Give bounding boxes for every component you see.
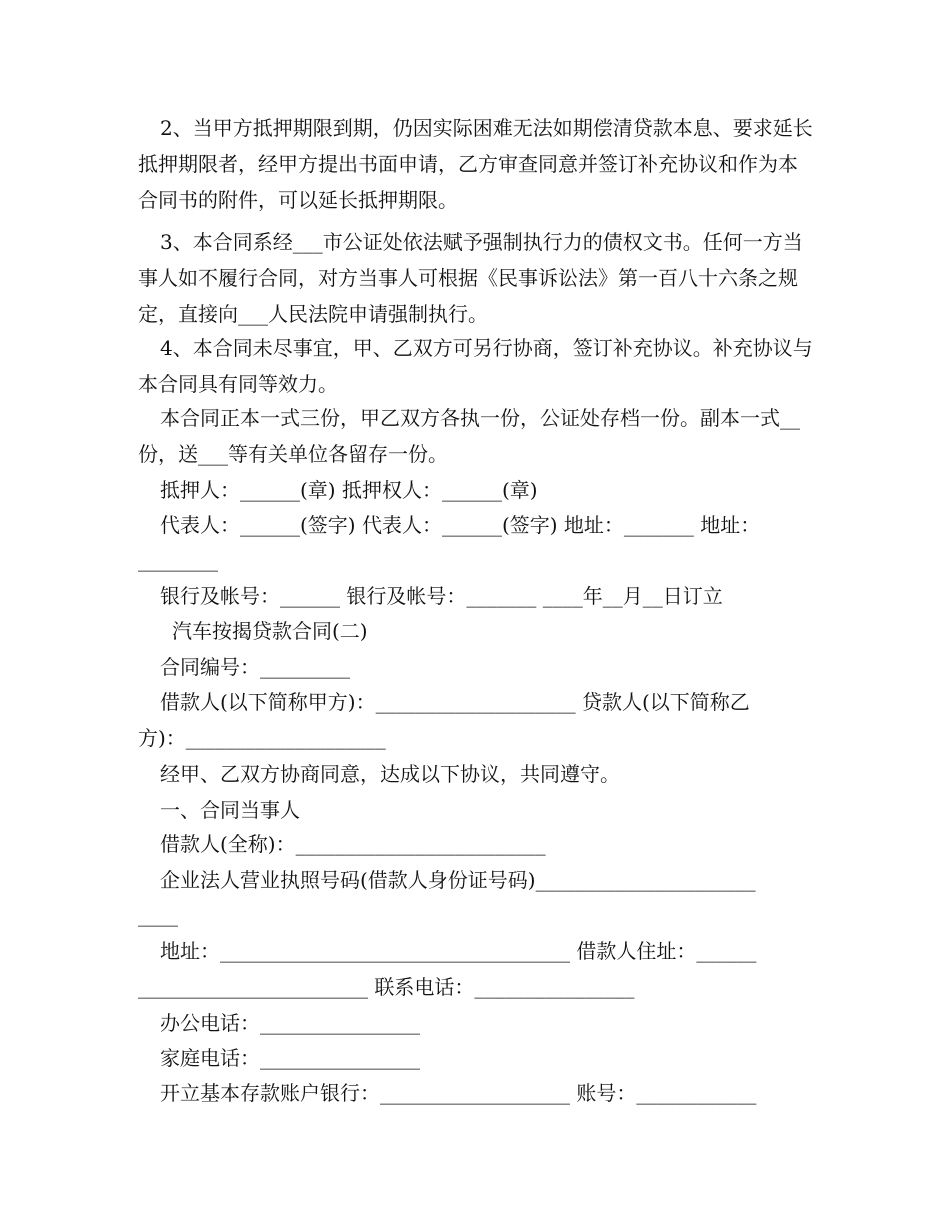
section-parties: 一、合同当事人 bbox=[160, 798, 300, 822]
agreement-statement: 经甲、乙双方协商同意，达成以下协议，共同遵守。 bbox=[160, 762, 620, 786]
address-line: 地址：___________________________________ 借款人住址：______ bbox=[160, 939, 757, 963]
bank-account-date-line: 银行及帐号：______ 银行及帐号：_______ ____年__月__日订立 bbox=[160, 584, 723, 608]
borrower-full-name: 借款人(全称)：_________________________ bbox=[160, 832, 546, 856]
license-number-cont: ____ bbox=[138, 903, 178, 927]
representative-line: 代表人：______(签字) 代表人：______(签字) 地址：_______ 地址： bbox=[160, 513, 761, 537]
clause-3: 3、本合同系经___市公证处依法赋予强制执行力的债权文书。任何一方当事人如不履行合同，对方当事人可根据《民事诉讼法》第一百八十六条之规定，直接向___人民法院申请强制执行。 bbox=[138, 230, 803, 326]
license-number: 企业法人营业执照号码(借款人身份证号码)______________________ bbox=[160, 868, 756, 892]
copies-clause: 本合同正本一式三份，甲乙双方各执一份，公证处存档一份。副本一式__份，送___等有关单位各留存一份。 bbox=[138, 406, 800, 466]
representative-line-cont: ________ bbox=[138, 548, 218, 572]
home-phone: 家庭电话：________________ bbox=[160, 1046, 420, 1070]
clause-2: 2、当甲方抵押期限到期，仍因实际困难无法如期偿清贷款本息、要求延长抵押期限者，经甲方提出书面申请，乙方审查同意并签订补充协议和作为本合同书的附件，可以延长抵押期限。 bbox=[138, 116, 813, 212]
mortgager-line: 抵押人：______(章) 抵押权人：______(章) bbox=[160, 478, 538, 502]
contract-number: 合同编号：_________ bbox=[160, 655, 350, 679]
borrower-lender-line: 借款人(以下简称甲方)：____________________ 贷款人(以下简称乙 bbox=[160, 690, 750, 714]
office-phone: 办公电话：________________ bbox=[160, 1011, 420, 1035]
borrower-lender-line-cont: 方)：____________________ bbox=[138, 726, 386, 750]
contract-title: 汽车按揭贷款合同(二) bbox=[172, 619, 368, 643]
clause-4: 4、本合同未尽事宜，甲、乙双方可另行协商，签订补充协议。补充协议与本合同具有同等效力。 bbox=[138, 336, 813, 396]
basic-deposit-account: 开立基本存款账户银行：___________________ 账号：____________ bbox=[160, 1081, 757, 1105]
address-line-cont: _______________________ 联系电话：________________ bbox=[138, 975, 635, 999]
